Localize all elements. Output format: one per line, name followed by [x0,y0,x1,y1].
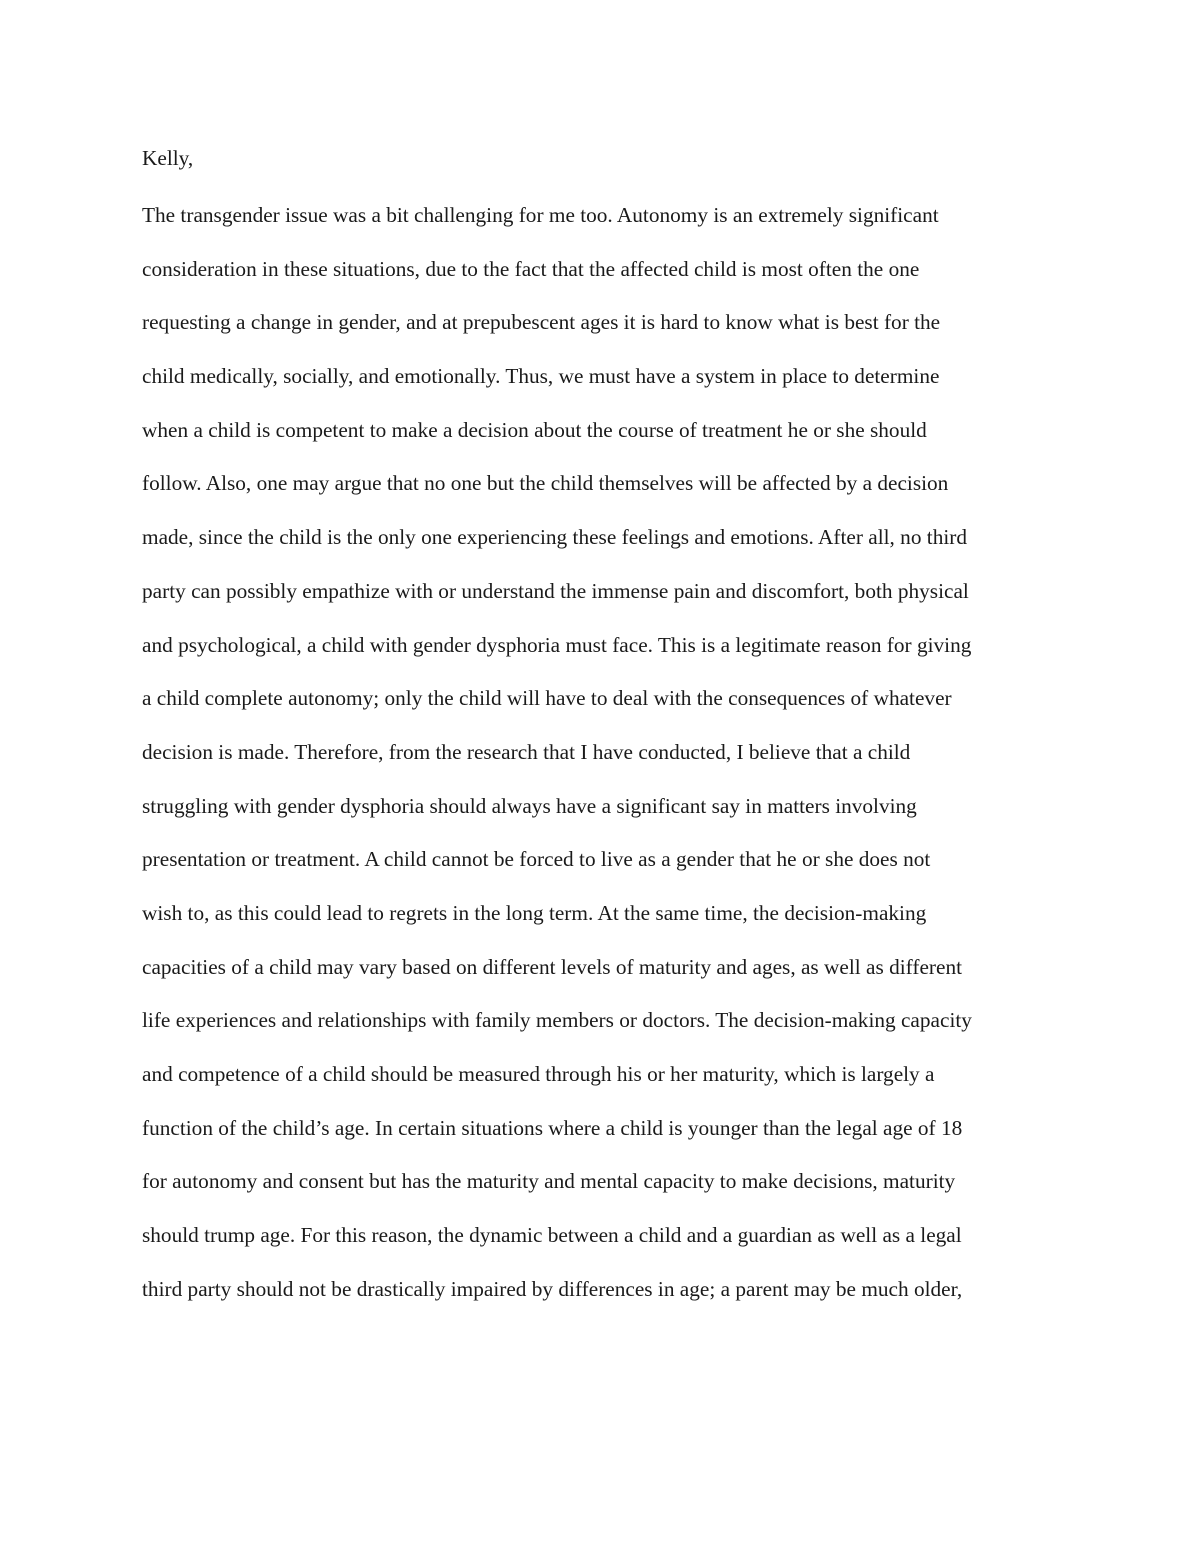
body-line: life experiences and relationships with family members or doctors. The decision-making capacity [142,1008,972,1033]
body-line: and psychological, a child with gender dysphoria must face. This is a legitimate reason for giving [142,632,972,657]
body-line: consideration in these situations, due to the fact that the affected child is most often the one [142,256,920,281]
body-line: capacities of a child may vary based on different levels of maturity and ages, as well as different [142,954,963,979]
body-line: and competence of a child should be measured through his or her maturity, which is largely a [142,1062,935,1086]
body-line: a child complete autonomy; only the child will have to deal with the consequences of whatever [142,686,952,711]
body-line: for autonomy and consent but has the maturity and mental capacity to make decisions, maturity [142,1169,956,1194]
body-line: requesting a change in gender, and at prepubescent ages it is hard to know what is best for the [142,310,941,335]
body-line: decision is made. Therefore, from the research that I have conducted, I believe that a child [142,739,911,764]
document-body [142,137,1072,1316]
body-line: struggling with gender dysphoria should always have a significant say in matters involving [142,793,917,818]
body-line: presentation or treatment. A child cannot be forced to live as a gender that he or she does not [142,847,931,872]
body-line: function of the child’s age. In certain situations where a child is younger than the legal age of 18 [142,1115,963,1140]
salutation: Kelly, [142,146,194,170]
body-line: wish to, as this could lead to regrets in the long term. At the same time, the decision-making [142,900,927,925]
body-line: should trump age. For this reason, the dynamic between a child and a guardian as well as a legal [142,1223,962,1248]
body-line: third party should not be drastically impaired by differences in age; a parent may be much older, [142,1276,963,1301]
body-line: The transgender issue was a bit challenging for me too. Autonomy is an extremely significant [142,203,939,227]
body-line: follow. Also, one may argue that no one but the child themselves will be affected by a decision [142,471,949,496]
body-line: party can possibly empathize with or understand the immense pain and discomfort, both physical [142,578,969,603]
body-line: child medically, socially, and emotionally. Thus, we must have a system in place to determine [142,364,940,389]
body-line: when a child is competent to make a decision about the course of treatment he or she should [142,417,927,442]
body-line: made, since the child is the only one experiencing these feelings and emotions. After all, no third [142,525,968,550]
